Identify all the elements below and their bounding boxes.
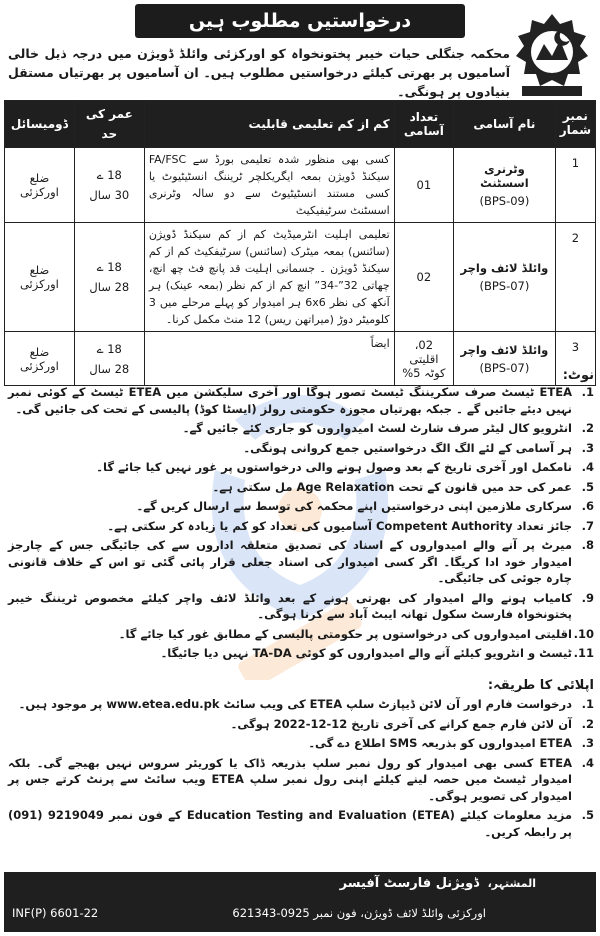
table-row (5, 223, 596, 332)
government-emblem-logo (512, 12, 592, 98)
table-row (5, 332, 596, 386)
header-qualification: کم از کم تعلیمی قابلیت (144, 101, 394, 148)
header-post-count: تعداد آسامی (394, 101, 453, 148)
footer-bar (4, 872, 596, 932)
row-post-count: 01 (394, 148, 453, 223)
apply-heading: اپلائی کا طریقہ: (487, 678, 594, 693)
header-post-name: نام آسامی (454, 101, 556, 148)
row-qualification: تعلیمی اہلیت انٹرمیڈیٹ کم از کم سیکنڈ ڈویژن (سائنس) بمعہ میٹرک (سائنس) سرٹیفکیٹ کم از کم سیکنڈ ڈویژن ۔ جسمانی اہلیت قد پانچ فٹ چھ انچ، چھاتی 32”-34” انچ کم از کم نظر (بمعہ عینک) ہر آنکھ کی نظر 6x6 ہر امیدوار کو پہلے مرحلے میں 3 کلومیٹر دوڑ (میراتھن ریس) 12 منٹ مکمل کرنا۔ (144, 223, 394, 332)
list-item: 5. مزید معلومات کیلئے Education Testing and Evaluation (ETEA) کے فون نمبر 9219049 (091) پر رابطہ کریں۔ (8, 808, 594, 839)
advertiser (340, 876, 536, 891)
apply-list (8, 696, 594, 843)
page-title: درخواستیں مطلوب ہیں (135, 4, 465, 38)
list-item: 9. کامیاب ہونے والے امیدوار کی بھرتی ہونے کے بعد وائلڈ لائف واچر کیلئے مخصوص ٹریننگ خیبر پختونخواہ فارسٹ سکول تھانہ ایبٹ آباد سے کرنا ہوگی۔ (8, 590, 594, 621)
list-item: 2. آن لائن فارم جمع کرانے کی آخری تاریخ 12-12-2022 ہوگی۔ (230, 716, 594, 731)
list-item: 10. اقلیتی امیدواروں کی درخواستوں پر حکومتی پالیسی کے مطابق غور کیا جائے گا۔ (118, 626, 594, 641)
list-item: 6. سرکاری ملازمین اپنی درخواستیں اپنے محکمہ کی توسط سے ارسال کریں گے۔ (136, 499, 594, 513)
row-age-limit: 18 ے 30 سال (74, 148, 144, 223)
row-qualification: ایضاً (144, 332, 394, 386)
list-item: 8. میرٹ پر آنے والے امیدواروں کے اسناد کی تصدیق متعلقہ اداروں سے کی جائیگی جس کے چارجز امیدوار خود ادا کریگا۔ اگر کسی امیدوار کی اسناد جعلی قرار پائی گئی تو اس کے خلاف قانونی چارہ جوئی کی جائیگی۔ (8, 538, 594, 585)
header-age-limit: عمر کی حد (74, 101, 144, 148)
row-post-count: 02 (394, 223, 453, 332)
list-item: 11. ٹیسٹ و انٹرویو کیلئے آنے والے امیدواروں کو کوئی TA-DA نہیں دیا جائیگا۔ (160, 646, 594, 660)
row-serial: 1 (555, 148, 595, 223)
intro-paragraph: محکمہ جنگلی حیات خیبر پختونخواہ کو اورکزئی وائلڈ ڈویژن میں درجہ ذیل خالی آسامیوں پر بھرتی کیلئے درخواستیں مطلوب ہیں۔ ان آسامیوں پر بھرتیاں مستقل بنیادوں پر ہونگی۔ (8, 46, 510, 99)
notes-list (8, 384, 594, 665)
office-contact: اورکزئی وائلڈ لائف ڈویژن، فون نمبر 0925-621343 (232, 906, 486, 920)
row-serial: 2 (555, 223, 595, 332)
list-item: 4. ETEA کسی بھی امیدوار کو رول نمبر سلپ بذریعہ ڈاک یا کوریئر سروس نہیں بھیجے گی۔ بلکہ امیدوار ٹیسٹ میں حصہ لینے کیلئے اپنی رول نمبر سلپ ETEA ویب سائٹ سے پرنٹ کرتے جس پر امیدوار کی تصویر ہوگی۔ (8, 755, 594, 803)
row-post-count: 02، اقلیتی کوٹہ 5% (394, 332, 453, 386)
table-row (5, 148, 596, 223)
header-serial: نمبر شمار (555, 101, 595, 148)
row-bps: (BPS-07) (479, 360, 530, 375)
row-qualification: کسی بھی منظور شدہ تعلیمی بورڈ سے FA/FSC سیکنڈ ڈویژن بمعہ ایگریکلچر ٹریننگ انسٹیٹیوٹ یا کسی مستند انسٹیٹیوٹ سے دو سالہ وٹرنری اسسٹنٹ سرٹیفیکیٹ (144, 148, 394, 223)
row-post-name: وٹرنری اسسٹنٹ (BPS-09) (454, 148, 556, 223)
header-domicile: ڈومیسائل (5, 101, 75, 148)
row-age-limit: 18 ے 28 سال (74, 332, 144, 386)
list-item: 1. ETEA ٹیسٹ صرف سکریننگ ٹیسٹ تصور ہوگا اور آخری سلیکشن میں ETEA ٹیسٹ کے کوئی نمبر نہیں دیئے جائیں گے ۔ جبکہ بھرتیاں مجوزہ حکومتی رولز (ایسٹا کوڈ) پالیسی کے تحت کی جائیں گی۔ (8, 385, 594, 416)
vacancies-table (4, 100, 596, 386)
row-domicile: ضلع اورکزئی (5, 148, 75, 223)
row-bps: (BPS-07) (479, 279, 530, 293)
list-item: 5. عمر کی حد میں قانون کے تحت Age Relaxation مل سکتی ہے۔ (212, 479, 594, 494)
row-post-name: وائلڈ لائف واچر (BPS-07) (454, 223, 556, 332)
row-domicile: ضلع اورکزئی (5, 332, 75, 386)
row-age-limit: 18 ے 28 سال (74, 223, 144, 332)
row-post-name: وائلڈ لائف واچر (BPS-07) (454, 332, 556, 386)
list-item: 3. ETEA امیدواروں کو بذریعہ SMS اطلاع دے گی۔ (308, 736, 594, 750)
inf-reference: INF(P) 6601-22 (12, 906, 99, 920)
table-header-row (5, 101, 596, 148)
advertiser-label: المشتہر، (487, 877, 536, 890)
list-item: 2. انٹرویو کال لیٹر صرف شارٹ لسٹ امیدواروں کو جاری کئے جائیں گے۔ (182, 421, 594, 435)
row-serial: 3 (555, 332, 595, 386)
list-item: 1. درخواست فارم اور آن لائن ڈیپازٹ سلپ ETEA کی ویب سائٹ www.etea.edu.pk پر موجود ہیں۔ (18, 697, 594, 711)
list-item: 7. جائز تعداد Competent Authority آسامیوں کی تعداد کو کم یا زیادہ کر سکتی ہے۔ (107, 518, 594, 533)
notes-heading: نوٹ: (562, 368, 594, 383)
row-domicile: ضلع اورکزئی (5, 223, 75, 332)
advertiser-name: ڈویژنل فارسٹ آفیسر (339, 876, 480, 891)
list-item: 4. نامکمل اور آخری تاریخ کے بعد وصول ہونے والی درخواستوں پر غور نہیں کیا جائے گا۔ (96, 460, 594, 474)
list-item: 3. ہر آسامی کے لئے الگ الگ درخواستیں جمع کروانی ہونگی۔ (243, 440, 594, 455)
row-bps: (BPS-09) (479, 194, 530, 208)
